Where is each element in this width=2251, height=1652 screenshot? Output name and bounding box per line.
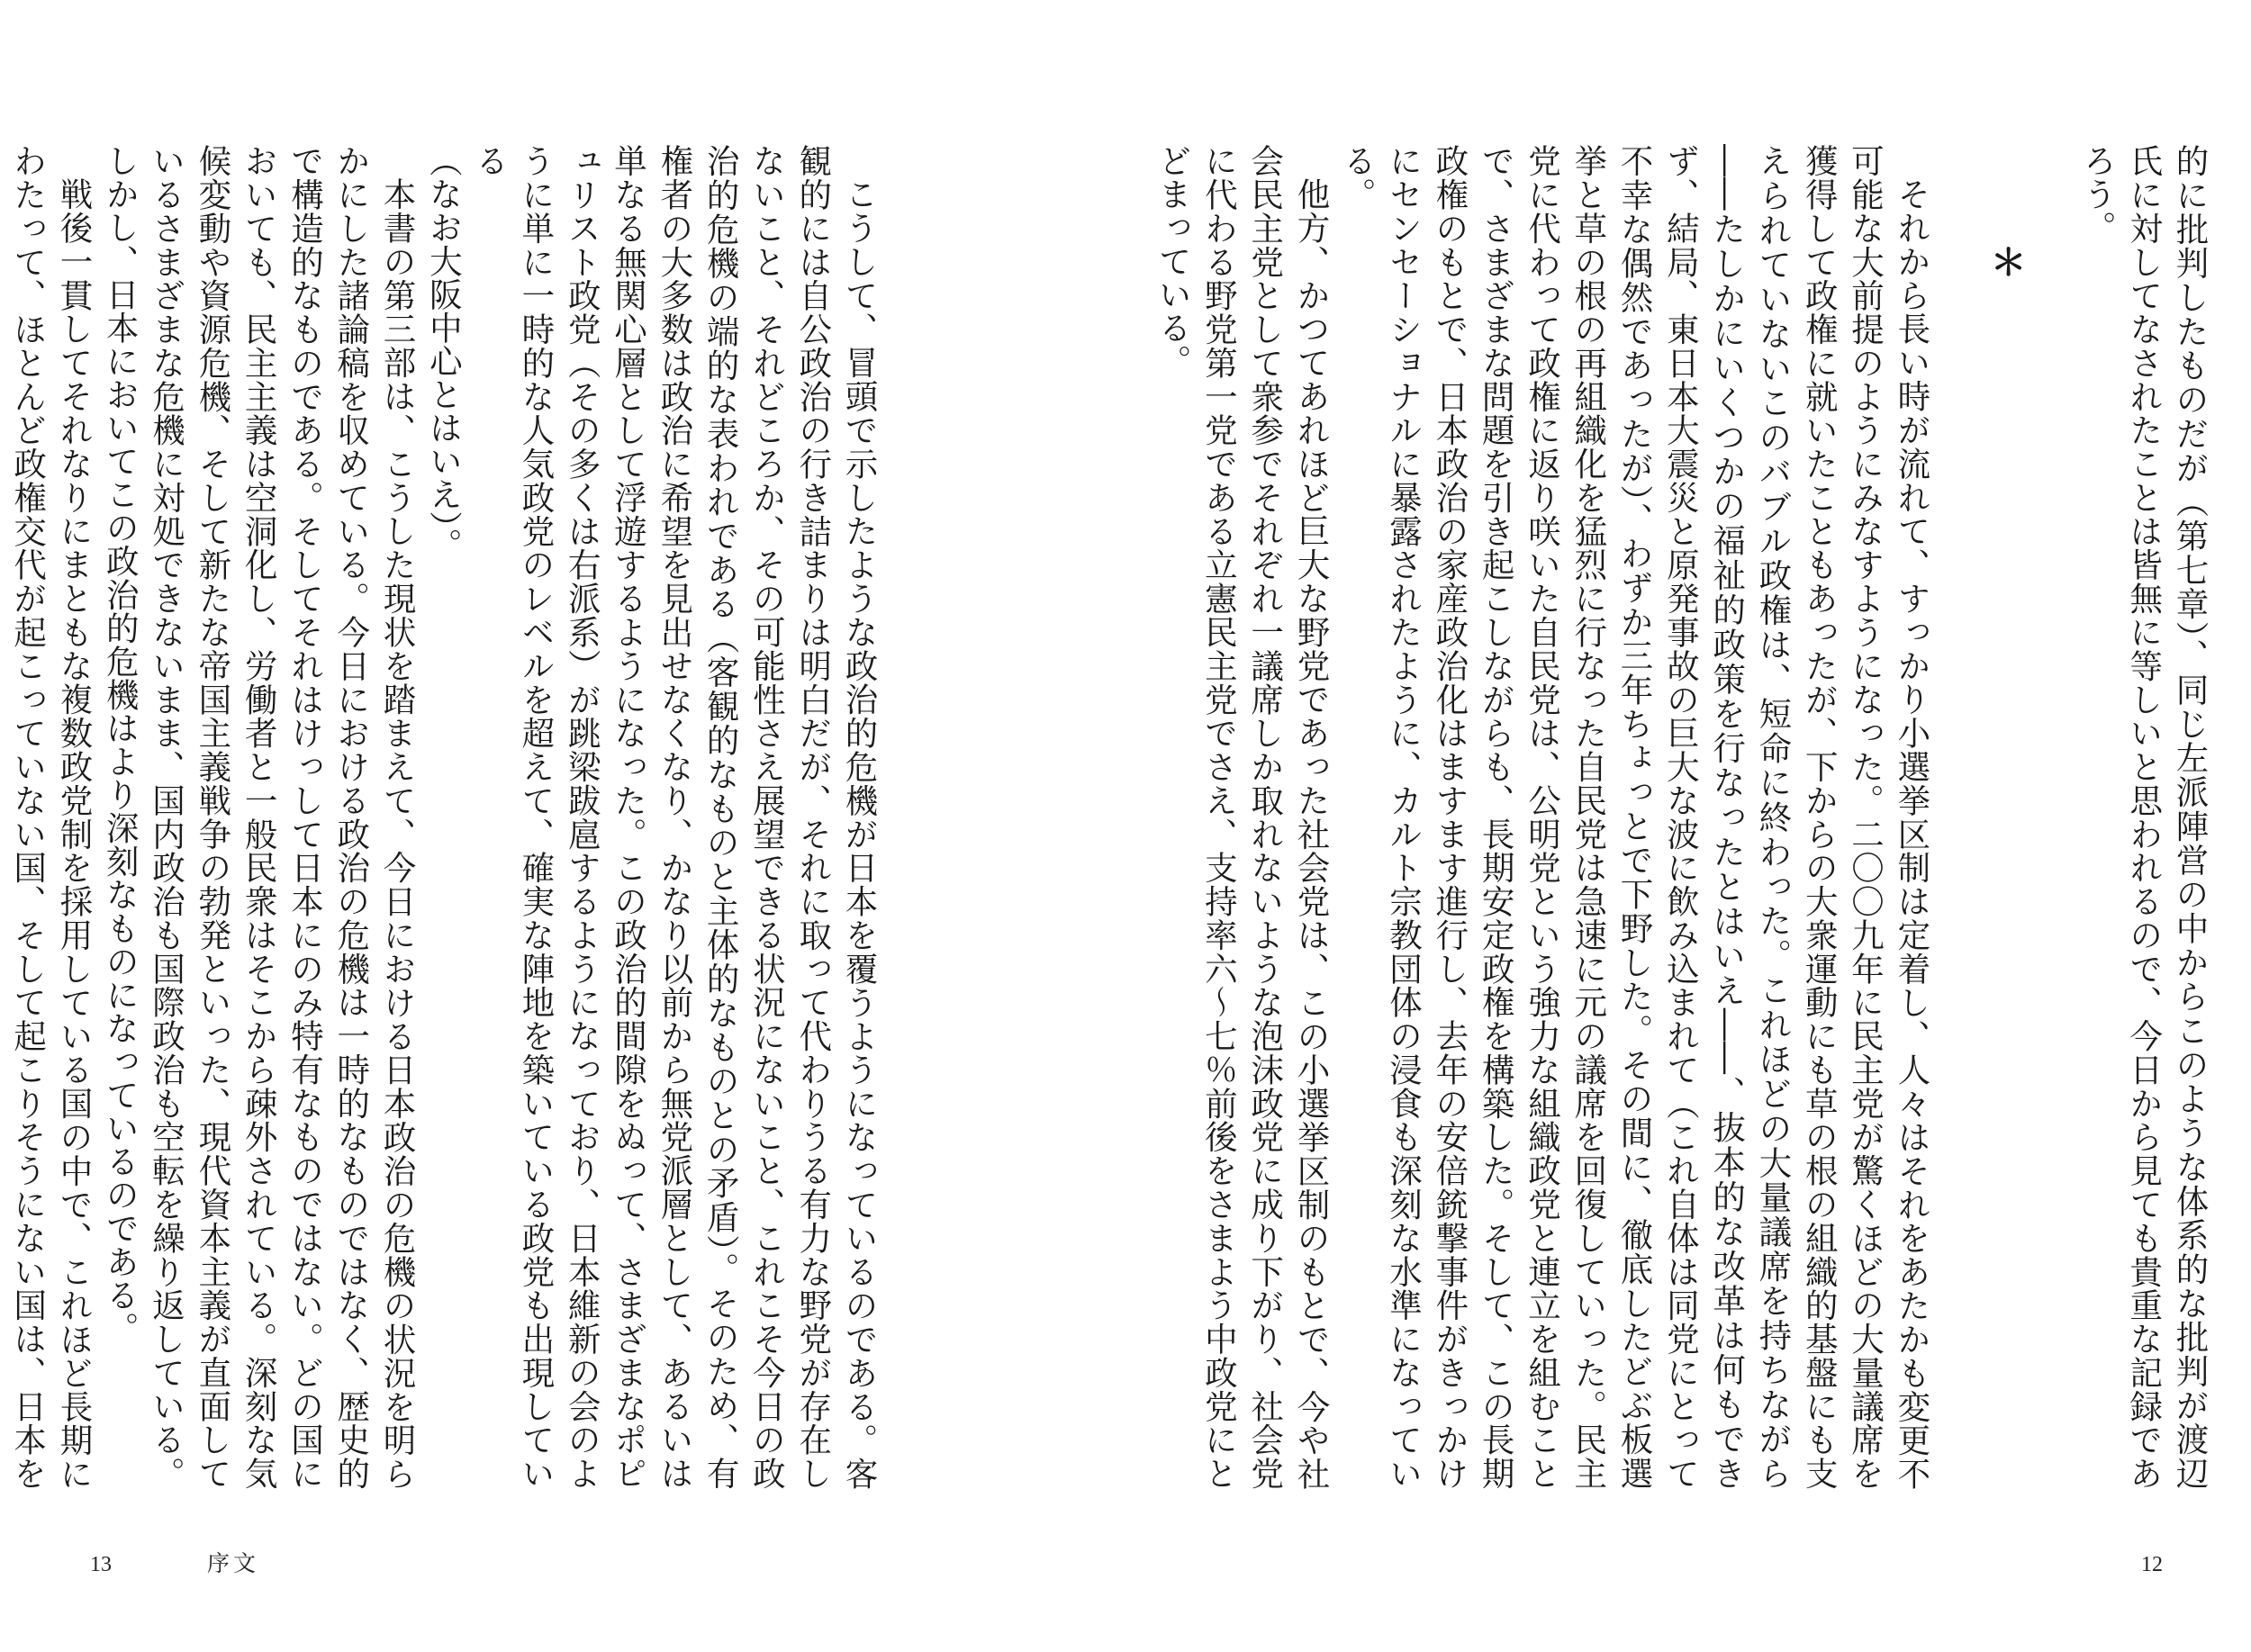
running-title: 序文 [207,1552,260,1576]
right-page-text [1153,144,2213,1490]
left-page-text [8,144,882,1490]
page-number: 13 [90,1553,112,1576]
carryover-paragraph: 的に批判したものだが（第七章）、同じ左派陣営の中からこのような体系的な批判が渡辺氏に対してなされたことは皆無に等しいと思われるので、今日から見ても貴重な記録であろう。 [2078,144,2210,1490]
paragraph: こうして、冒頭で示したような政治的危機が日本を覆うようになっているのである。客観的には自公政治の行き詰まりは明白だが、それに取って代わりうる有力な野党が存在しないこと、それどころか、その可能性さえ展望できる状況にないこと、これこそ今日の政治的危機の端的な表われである（客観的なものと主体的なものとの矛盾）。そのため、有権者の大多数は政治に希望を見出せなくなり、かなり以前から無党派層として、あるいは単なる無関心層として浮遊するようになった。この政治的間隙をぬって、さまざまなポピュリスト政党（その多くは右派系）が跳梁跋扈するようになっており、日本維新の会のように単に一時的な人気政党のレベルを超えて、確実な陣地を築いている政党も出現している [470,144,879,1490]
paragraph: 本書の第三部は、こうした現状を踏まえて、今日における日本政治の危機の状況を明らかにした諸論稿を収めている。今日における政治の危機は一時的なものではなく、歴史的で構造的なものである。そしてそれはけっして日本にのみ特有なものではない。どの国においても、民主主義は空洞化し、労働者と一般民衆はそこから疎外されている。深刻な気候変動や資源危機、そして新たな帝国主義戦争の勃発といった、現代資本主義が直面しているさまざまな危機に対処できないまま、国内政治も国際政治も空転を繰り返している。しかし、日本においてこの政治的危機はより深刻なものになっているのである。 [101,144,418,1490]
paragraph: （なお大阪中心とはいえ）。 [424,144,464,562]
section-break-asterisk: ＊ [1984,243,2027,280]
paragraph: それから長い時が流れて、すっかり小選挙区制は定着し、人々はそれをあたかも変更不可能な大前提のようにみなすようになった。二〇〇九年に民主党が驚くほどの大量議席を獲得して政権に就いたこともあったが、下からの大衆運動にも草の根の組織的基盤にも支えられていないこのバブル政権は、短命に終わった。これほどの大量議席を持ちながら――たしかにいくつかの福祉的政策を行なったとはいえ――、抜本的な改革は何もできず、結局、東日本大震災と原発事故の巨大な波に飲み込まれて（これ自体は同党にとって不幸な偶然であったが）、わずか三年ちょっとで下野した。その間に、徹底したどぶ板選挙と草の根の再組織化を猛烈に行なった自民党は急速に元の議席を回復していった。民主党に代わって政権に返り咲いた自民党は、公明党という強力な組織政党と連立を組むことで、さまざまな問題を引き起こしながらも、長期安定政権を構築した。そして、この長期政権のもとで、日本政治の家産政治化はますます進行し、去年の安倍銃撃事件がきっかけにセンセーショナルに暴露されたように、カルト宗教団体の浸食も深刻な水準になっている。 [1338,144,1931,1490]
page-number: 12 [2141,1553,2163,1576]
right-page [1126,0,2251,1652]
paragraph: 他方、かつてあれほど巨大な野党であった社会党は、この小選挙区制のもとで、今や社会民主党として衆参でそれぞれ一議席しか取れないような泡沫政党に成り下がり、社会党に代わる野党第一党である立憲民主党でさえ、支持率六～七％前後をさまよう中政党にとどまっている。 [1153,144,1331,1490]
paragraph: 戦後一貫してそれなりにまともな複数政党制を採用している国の中で、これほど長期にわたって、ほとんど政権交代が起こっていない国、そして起こりそうにない国は、日本を [8,144,94,1490]
